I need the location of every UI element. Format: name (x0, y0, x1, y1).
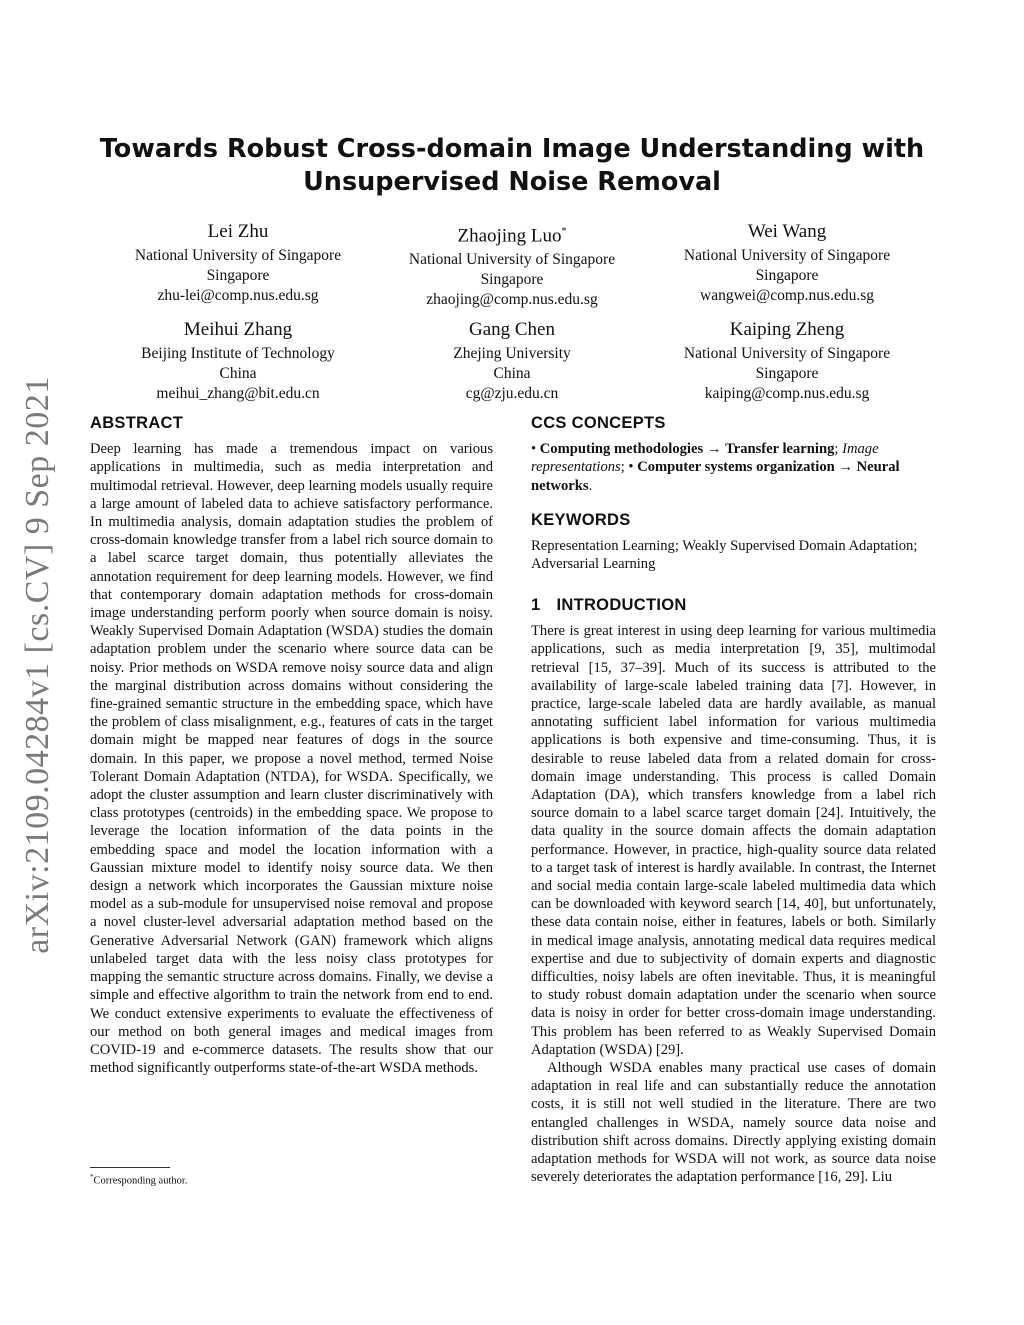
section-number: 1 (531, 596, 541, 614)
abstract-heading: ABSTRACT (90, 414, 184, 432)
author-name: Meihui Zhang (183, 319, 293, 340)
footnote-divider (90, 1167, 170, 1168)
author-block (652, 319, 922, 404)
intro-paragraph: Although WSDA enables many practical use cases of domain adaptation in real life and can substantially reduce the annotation costs, it is still not well studied in the literature. There are two entangled challenges in WSDA, namely source data noise and distribution shift across domains. Directly applying existing domain adaptation methods for WSDA will not work, as source data noise severely deteriorates the adaptation performance [16, 29]. Liu (531, 1060, 936, 1186)
ccs-term: Computer systems organization (637, 459, 835, 476)
footnote-text: Corresponding author. (93, 1175, 188, 1187)
author-email: zhaojing@comp.nus.edu.sg (426, 291, 598, 309)
ccs-heading: CCS CONCEPTS (531, 414, 666, 432)
author-affiliation: Zhejing University (453, 345, 571, 362)
ccs-term: Computing methodologies (539, 441, 704, 458)
author-block (652, 221, 922, 306)
corresponding-mark: * (561, 226, 567, 237)
keywords-section (531, 511, 936, 574)
arxiv-identifier: arXiv:2109.04284v1 [cs.CV] 9 Sep 2021 (19, 376, 56, 954)
ccs-term: Neural networks (531, 459, 900, 494)
author-country: Singapore (755, 267, 819, 284)
author-affiliation: National University of Singapore (683, 247, 891, 264)
keywords-heading: KEYWORDS (531, 511, 631, 529)
abstract-text: Deep learning has made a tremendous impact on various applications in multimedia, such as media interpretation and multimodal retrieval. However, deep learning models usually require a large amount of labeled data to achieve satisfactory performance. In multimedia analysis, domain adaptation studies the problem of cross-domain knowledge transfer from a label rich source domain to a label scarce target domain, thus potentially alleviates the annotation requirement for deep learning models. However, we find that contemporary domain adaptation methods for cross-domain image understanding perform poorly when source domain is noisy. Weakly Supervised Domain Adaptation (WSDA) studies the domain adaptation problem under the scenario where source data can be noisy. Prior methods on WSDA remove noisy source data and align the marginal distribution across domains without considering the fine-grained semantic structure in the embedding space, which have the problem of class misalignment, e.g., features of cats in the target domain might be mapped near features of dogs in the source domain. In this paper, we propose a novel method, termed Noise Tolerant Domain Adaptation (NTDA), for WSDA. Specifically, we adopt the cluster assumption and learn cluster discriminatively with class prototypes (centroids) in the embedding space. We propose to leverage the location information of the data points in the embedding space and model the location information with a Gaussian mixture model to identify noisy source data. We then design a network which incorporates the Gaussian mixture noise model as a sub-module for unsupervised noise removal and propose a novel cluster-level adversarial adaptation method based on the Generative Adversarial Network (GAN) framework which aligns unlabeled target data with the less noisy class prototypes for mapping the semantic structure across domains. Finally, we devise a simple and effective algorithm to train the network from end to end. We conduct extensive experiments to evaluate the effectiveness of our method on both general images and medical images from COVID-19 and e-commerce datasets. The results show that our method significantly outperforms state-of-the-art WSDA methods. (90, 441, 493, 1077)
author-email: cg@zju.edu.cn (465, 385, 559, 402)
author-country: Singapore (206, 267, 270, 284)
author-block (103, 221, 373, 306)
author-country: Singapore (755, 365, 819, 382)
author-email: kaiping@comp.nus.edu.sg (704, 385, 870, 402)
introduction-heading (531, 596, 936, 614)
author-affiliation: National University of Singapore (408, 251, 616, 269)
author-country: China (219, 365, 257, 382)
ccs-arrow: → (838, 459, 853, 476)
author-block (103, 319, 373, 404)
footnote-mark: * (90, 1173, 94, 1181)
intro-paragraph: There is great interest in using deep learning for various multimedia applications, such as media interpretation [9, 35], multimodal retrieval [15, 37–39]. Much of its success is attributed to the availability of large-scale labeled training data [7]. However, in practice, large-scale labeled data are hardly available, as manual annotating sufficient label information for various multimedia applications is both expensive and time-consuming. Thus, it is desirable to reuse labeled data from a related domain for cross-domain image understanding. This process is called Domain Adaptation (DA), which transfers knowledge from a label rich source domain to a label scarce target domain [24]. Intuitively, the data quality in the source domain affects the domain adaptation performance. However, in practice, high-quality source data related to a target task of interest is hardly available. In contrast, the Internet and social media contain large-scale labeled multimedia data which can be downloaded with keyword search [14, 40], but unfortunately, these data contain noise, either in features, labels or both. Similarly in medical image analysis, annotating medical data requires medical expertise and due to subjectivity of domain experts and diagnostic difficulties, noisy labels are often inevitable. Thus, it is meaningful to study robust domain adaptation under the scenario when source data is noisy in order for better cross-domain image understanding. This problem has been referred to as Weakly Supervised Domain Adaptation (WSDA) [29]. (531, 623, 936, 1058)
ccs-arrow: → (706, 441, 722, 458)
author-affiliation: National University of Singapore (134, 247, 342, 264)
abstract-section (90, 414, 493, 1077)
ccs-term: Transfer learning (725, 441, 835, 458)
author-country: China (493, 365, 531, 382)
author-email: wangwei@comp.nus.edu.sg (700, 287, 874, 304)
section-title: INTRODUCTION (556, 596, 687, 614)
author-country: Singapore (480, 271, 544, 289)
ccs-section (531, 414, 936, 495)
author-name: Lei Zhu (207, 221, 269, 242)
ccs-concepts: • Computing methodologies → Transfer learning; Image representations; • Computer systems organization → Neural networks. (531, 441, 900, 494)
paper-title: Towards Robust Cross-domain Image Understanding with Unsupervised Noise Removal (99, 134, 925, 197)
keywords-text: Representation Learning; Weakly Supervised Domain Adaptation; Adversarial Learning (531, 538, 918, 573)
author-name: Kaiping Zheng (729, 319, 845, 340)
footnote (90, 1173, 187, 1187)
author-name (377, 221, 647, 247)
author-email: meihui_zhang@bit.edu.cn (156, 385, 320, 402)
author-affiliation: National University of Singapore (683, 345, 891, 362)
author-email: zhu-lei@comp.nus.edu.sg (157, 287, 319, 304)
author-block (377, 319, 647, 404)
ccs-term: Image representations (531, 441, 879, 476)
arxiv-side-label (8, 365, 68, 965)
author-name: Gang Chen (468, 319, 555, 340)
author-block (377, 221, 647, 310)
author-name: Wei Wang (747, 221, 827, 242)
introduction-section (531, 596, 936, 1187)
author-affiliation: Beijing Institute of Technology (141, 345, 335, 362)
author-name-text: Zhaojing Luo (457, 225, 562, 247)
